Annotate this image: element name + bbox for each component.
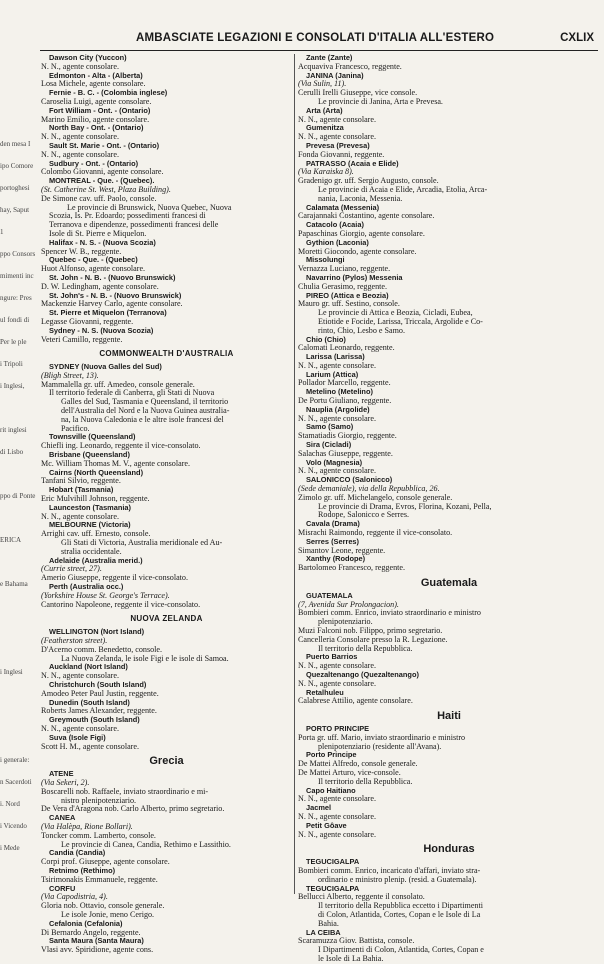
- entry-line: Losa Michele, agente consolare.: [41, 79, 146, 89]
- country-heading: Haiti: [437, 710, 461, 723]
- entry-line: De Mattei Alfredo, console generale.: [298, 759, 418, 769]
- entry-line: D. W. Ledingham, agente consolare.: [41, 281, 159, 291]
- entry-line: Roberts James Alexander, reggente.: [41, 706, 157, 716]
- margin-fragment: rit inglesi: [0, 426, 27, 434]
- locality-heading: GUATEMALA: [306, 590, 353, 600]
- locality-heading: Zante (Zante): [306, 53, 353, 62]
- entry-line: nania, Laconia, Messenia.: [318, 193, 403, 203]
- entry-line: Il territorio della Repubblica.: [318, 643, 413, 653]
- locality-heading: CANEA: [49, 813, 76, 823]
- locality-heading: Dawson City (Yuccon): [49, 53, 127, 62]
- entry-line: Tanfani Silvio, reggente.: [41, 476, 121, 486]
- locality-heading: St. John's - N. B. - (Nuovo Brunswick): [49, 290, 182, 300]
- address-line: (Featherston street).: [41, 636, 108, 645]
- locality-heading: PATRASSO (Acaia e Elide): [306, 158, 399, 168]
- address-line: (7, Avenida Sur Prolongacion).: [298, 599, 399, 609]
- entry-line: Cerulli Irelli Giuseppe, vice console.: [298, 88, 418, 98]
- entry-line: N. N., agente consolare.: [298, 132, 376, 142]
- entry-line: Etiotide e Focide, Larissa, Triccala, Argolide e Co-: [318, 316, 483, 326]
- entry-line: N. N., agente consolare.: [41, 149, 119, 159]
- entry-line: La Nuova Zelanda, le isole Figi e le isole di Samoa.: [61, 653, 229, 663]
- entry-line: Gloria nob. Ottavio, console generale.: [41, 901, 165, 911]
- margin-fragment: i Inglesi,: [0, 382, 25, 390]
- entry-line: N. N., agente consolare.: [298, 794, 376, 804]
- entry-line: Tsirimonakis Emmanuele, reggente.: [41, 874, 158, 884]
- locality-heading: Porto Principe: [306, 750, 357, 760]
- entry-line: Porta gr. uff. Mario, inviato straordinario e ministro: [298, 732, 466, 742]
- margin-fragment: 1: [0, 228, 4, 236]
- locality-heading: Quebec - Que. - (Quebec): [49, 255, 138, 265]
- entry-line: Papaschinas Giorgio, agente consolare.: [298, 228, 425, 238]
- locality-heading: TEGUCIGALPA: [306, 857, 360, 867]
- entry-line: Amerio Giuseppe, reggente il vice-consolato.: [41, 573, 188, 583]
- country-heading: NUOVA ZELANDA: [130, 614, 203, 624]
- entry-line: N. N., agente consolare.: [298, 678, 376, 688]
- entry-line: Vlasi avv. Spiridione, agente cons.: [41, 945, 154, 955]
- entry-line: Di Bernardo Angelo, reggente.: [41, 927, 141, 937]
- address-line: (Via Sulin, 11).: [298, 79, 347, 89]
- locality-heading: Adelaide (Australia merid.): [49, 555, 143, 565]
- margin-fragment: i. Nord: [0, 800, 20, 808]
- margin-fragment: n Sacerdoti: [0, 778, 32, 786]
- entry-line: Bombieri comm. Enrico, inviato straordinario e ministro: [298, 608, 481, 618]
- entry-line: D'Acerno comm. Benedetto, console.: [41, 644, 163, 654]
- entry-line: Spencer W. B., reggente.: [41, 246, 122, 256]
- country-heading: COMMONWEALTH D'AUSTRALIA: [99, 349, 234, 359]
- locality-heading: Metelino (Metelino): [306, 387, 373, 397]
- entry-line: Le provincie di Acaia e Elide, Arcadia, Etolia, Arca-: [318, 184, 488, 194]
- margin-fragment: i Vicendo: [0, 822, 27, 830]
- locality-heading: LA CEIBA: [306, 927, 341, 937]
- entry-line: di Colon, Atlantida, Cortes, Copan e le Isole di La: [318, 909, 481, 919]
- locality-heading: Petit Gôave: [306, 820, 347, 830]
- margin-fragment: ppo Consors: [0, 250, 36, 258]
- address-line: (Via Sekeri, 2).: [41, 777, 90, 787]
- entry-line: Mackenzie Harvey Carlo, agente consolare.: [41, 299, 183, 309]
- entry-line: Il territorio della Repubblica.: [318, 776, 413, 786]
- entry-line: N. N., agente consolare.: [41, 61, 119, 71]
- locality-heading: Xanthy (Rodope): [306, 554, 366, 564]
- entry-line: Le provincie di Drama, Evros, Florina, Kozani, Pella,: [318, 501, 492, 511]
- entry-line: Bahia.: [318, 918, 339, 928]
- entry-line: N. N., agente consolare.: [41, 132, 119, 142]
- entry-line: Caroselia Luigi, agente consolare.: [41, 96, 152, 106]
- locality-heading: Puerto Barrios: [306, 652, 358, 662]
- entry-line: Cantorino Napoleone, reggente il vice-consolato.: [41, 599, 201, 609]
- entry-line: Carajannaki Costantino, agente consolare.: [298, 211, 435, 221]
- margin-fragment: den mesa I: [0, 140, 31, 148]
- locality-heading: Retnimo (Rethimo): [49, 865, 116, 875]
- left-margin-fragments: [0, 0, 36, 900]
- entry-line: N. N., agente consolare.: [298, 360, 376, 370]
- entry-line: plenipotenziario.: [318, 617, 373, 627]
- locality-heading: St. Pierre et Miquelon (Terranova): [49, 308, 167, 318]
- locality-heading: Townsville (Queensland): [49, 432, 136, 442]
- entry-line: Scozia, Is. Pr. Edoardo; possedimenti francesi di: [49, 211, 206, 221]
- locality-heading: Prevesa (Prevesa): [306, 140, 370, 150]
- locality-heading: Halifax - N. S. - (Nuova Scozia): [49, 237, 156, 247]
- entry-line: N. N., agente consolare.: [298, 413, 376, 423]
- margin-fragment: i Mede: [0, 844, 20, 852]
- entry-line: Cancelleria Consolare presso la R. Legazione.: [298, 634, 448, 644]
- margin-fragment: ul fondi di: [0, 316, 30, 324]
- entry-line: Gli Stati di Victoria, Australia meridionale ed Au-: [61, 538, 223, 548]
- entry-line: Boscarelli nob. Raffaele, inviato straordinario e mi-: [41, 786, 209, 796]
- entry-line: le Isole di La Bahia.: [318, 953, 384, 963]
- locality-heading: Edmonton - Alta - (Alberta): [49, 70, 143, 80]
- locality-heading: Candia (Candia): [49, 848, 106, 858]
- entry-line: Calomati Leonardo, reggente.: [298, 343, 395, 353]
- entry-line: Mauro gr. uff. Sestino, console.: [298, 299, 400, 309]
- locality-heading: Arta (Arta): [306, 105, 343, 115]
- entry-line: stralia occidentale.: [61, 546, 122, 556]
- entry-line: Vernazza Luciano, reggente.: [298, 264, 391, 274]
- page-number: CXLIX: [560, 32, 594, 44]
- locality-heading: Sydney - N. S. (Nuova Scozia): [49, 325, 154, 335]
- country-heading: Honduras: [423, 843, 475, 856]
- locality-heading: Gythion (Laconia): [306, 237, 369, 247]
- locality-heading: Navarrino (Pylos) Messenia: [306, 272, 403, 282]
- margin-fragment: i generale:: [0, 756, 30, 764]
- right-column: [298, 53, 600, 963]
- entry-line: Muzi Falconi nob. Filippo, primo segretario.: [298, 626, 443, 635]
- entry-line: N. N., agente consolare.: [41, 723, 119, 733]
- entry-line: N. N., agente consolare.: [298, 661, 376, 671]
- margin-fragment: ngure: Pres: [0, 294, 32, 302]
- margin-fragment: portoghesi: [0, 184, 30, 192]
- margin-fragment: ipo Comore: [0, 162, 34, 170]
- country-heading: Grecia: [149, 755, 184, 768]
- locality-heading: Fernie - B. C. - (Colombia inglese): [49, 88, 168, 98]
- entry-line: Le provincie di Canea, Candia, Rethimo e Lassithio.: [61, 839, 231, 849]
- locality-heading: PORTO PRINCIPE: [306, 723, 370, 733]
- locality-heading: Christchurch (South Island): [49, 679, 147, 689]
- margin-fragment: i Inglesi: [0, 668, 23, 676]
- entry-line: Huot Alfonso, agente consolare.: [41, 264, 146, 274]
- entry-line: Chiefli ing. Leonardo, reggente il vice-consolato.: [41, 441, 201, 451]
- entry-line: Pacifico.: [61, 423, 90, 433]
- entry-line: N. N., agente consolare.: [298, 811, 376, 821]
- locality-heading: Capo Haitiano: [306, 785, 356, 795]
- margin-fragment: ppo di Ponte: [0, 492, 36, 500]
- margin-fragment: di Lisbo: [0, 448, 24, 456]
- address-line: (Yorkshire House St. George's Terrace).: [41, 590, 170, 600]
- address-line: (Via Capodistria, 4).: [41, 892, 108, 902]
- entry-line: Il territorio della Repubblica eccetto i Dipartimenti: [318, 901, 483, 911]
- locality-heading: Larissa (Larissa): [306, 352, 365, 362]
- entry-line: N. N., agente consolare.: [298, 114, 376, 124]
- entry-line: rinto, Chio, Lesbo e Samo.: [318, 325, 405, 335]
- address-line: (St. Catherine St. West, Plaza Building).: [41, 184, 171, 194]
- margin-fragment: hay, Saput: [0, 206, 30, 214]
- locality-heading: Dunedin (South Island): [49, 697, 130, 707]
- locality-heading: MONTREAL - Que. - (Quebec).: [49, 176, 155, 186]
- entry-line: I Dipartimenti di Colon, Atlantida, Cortes, Copan e: [318, 945, 484, 955]
- entry-line: Scaramuzza Giov. Battista, console.: [298, 936, 415, 946]
- entry-line: Chulia Gerasimo, reggente.: [298, 281, 388, 291]
- entry-line: Le isole Jonie, meno Cerigo.: [61, 909, 155, 919]
- entry-line: Gradenigo gr. uff. Sergio Augusto, console.: [298, 176, 439, 186]
- address-line: (Bligh Street, 13).: [41, 370, 99, 380]
- margin-fragment: Per le ple: [0, 338, 27, 346]
- entry-line: Scott H. M., agente consolare.: [41, 741, 139, 751]
- locality-heading: Suva (Isole Figi): [49, 732, 106, 742]
- locality-heading: CORFU: [49, 883, 76, 893]
- entry-line: De Portu Giuliano, reggente.: [298, 396, 392, 406]
- entry-line: N. N., agente consolare.: [41, 671, 119, 681]
- entry-line: N. N., agente consolare.: [41, 511, 119, 521]
- locality-heading: Brisbane (Queensland): [49, 450, 130, 460]
- margin-fragment: ERICA: [0, 536, 21, 544]
- locality-heading: Greymouth (South Island): [49, 715, 140, 725]
- entry-line: Bombieri comm. Enrico, incaricato d'affari, inviato stra-: [298, 865, 481, 875]
- address-line: (Via Halèpa, Rione Bollari).: [41, 821, 133, 831]
- locality-heading: Nauplia (Argolide): [306, 404, 370, 414]
- entry-line: De Mattei Arturo, vice-console.: [298, 767, 401, 777]
- address-line: (Currie street, 27).: [41, 564, 102, 574]
- entry-line: Le provincie di Brunswick, Nuova Quebec, Nuova: [67, 202, 232, 212]
- entry-line: Fonda Giovanni, reggente.: [298, 149, 385, 159]
- locality-heading: Chio (Chio): [306, 334, 346, 344]
- locality-heading: Samo (Samo): [306, 422, 354, 432]
- entry-line: De Simone cav. uff. Paolo, console.: [41, 193, 157, 203]
- entry-line: Pollador Marcello, reggente.: [298, 378, 391, 388]
- entry-line: Eric Mulvihill Johnson, reggente.: [41, 494, 150, 504]
- locality-heading: St. John - N. B. - (Nuovo Brunswick): [49, 272, 176, 282]
- locality-heading: North Bay - Ont. - (Ontario): [49, 123, 144, 133]
- entry-line: Zimolo gr. uff. Michelangelo, console generale.: [298, 492, 453, 502]
- entry-line: Terranova e dipendenze, possedimenti francesi delle: [49, 220, 219, 230]
- margin-fragment: e Bahama: [0, 580, 28, 588]
- entry-line: Le provincie di Attica e Beozia, Cicladi, Eubea,: [318, 308, 473, 318]
- entry-line: Simantov Leone, reggente.: [298, 545, 386, 555]
- locality-heading: SYDNEY (Nuova Galles del Sud): [49, 362, 162, 372]
- page-title: AMBASCIATE LEGAZIONI E CONSOLATI D'ITALIA ALL'ESTERO: [136, 32, 495, 44]
- entry-line: nistro plenipotenziario.: [61, 795, 137, 805]
- entry-line: N. N., agente consolare.: [298, 829, 376, 839]
- entry-line: Corpi prof. Giuseppe, agente consolare.: [41, 857, 170, 867]
- entry-line: Acquaviva Francesco, reggente.: [298, 61, 402, 71]
- locality-heading: Retalhuleu: [306, 687, 344, 697]
- entry-line: na, la Nuova Caledonia e le altre isole francesi del: [61, 414, 224, 424]
- locality-heading: Cavala (Drama): [306, 519, 360, 529]
- locality-heading: Gumenitza: [306, 123, 344, 133]
- locality-heading: Quezaltenango (Quezaltenango): [306, 669, 419, 679]
- entry-line: ordinario e ministro plenip. (resid. a Guatemala).: [318, 874, 477, 884]
- entry-line: Bartolomeo Francesco, reggente.: [298, 563, 405, 573]
- entry-line: De Vera d'Aragona nob. Carlo Alberto, primo segretario.: [41, 804, 225, 814]
- entry-line: Toncker comm. Lamberto, console.: [41, 830, 156, 840]
- locality-heading: Auckland (Nort Island): [49, 662, 128, 672]
- locality-heading: ATENE: [49, 769, 74, 779]
- locality-heading: Santa Maura (Santa Maura): [49, 936, 144, 946]
- locality-heading: Catacolo (Acaia): [306, 220, 364, 230]
- entry-line: Arrighi cav. uff. Ernesto, console.: [41, 529, 151, 539]
- entry-line: Rodope, Salonicco e Serres.: [318, 510, 410, 520]
- entry-line: Moretti Giocondo, agente consolare.: [298, 246, 417, 256]
- entry-line: plenipotenziario (residente all'Avana).: [318, 741, 442, 751]
- entry-line: Salachas Giuseppe, reggente.: [298, 448, 393, 458]
- locality-heading: JANINA (Janina): [306, 70, 364, 80]
- address-line: (Sede demaniale), via della Repubblica, 26.: [298, 484, 440, 494]
- entry-line: Amodeo Peter Paul Justin, reggente.: [41, 688, 159, 698]
- entry-line: dell'Australia del Nord e la Nuova Guinea australia-: [61, 406, 230, 416]
- locality-heading: PIREO (Attica e Beozia): [306, 290, 389, 300]
- locality-heading: Sudbury - Ont. - (Ontario): [49, 158, 139, 168]
- locality-heading: Cefalonia (Cefalonia): [49, 918, 123, 928]
- locality-heading: Hobart (Tasmania): [49, 485, 114, 495]
- entry-line: Galles del Sud, Tasmania e Queensland, il territorio: [61, 397, 229, 407]
- entry-line: Colombo Giovanni, agente consolare.: [41, 167, 164, 177]
- entry-line: Il territorio federale di Canberra, gli Stati di Nuova: [49, 388, 215, 398]
- entry-line: Legasse Giovanni, reggente.: [41, 316, 134, 326]
- entry-line: Mammalella gr. uff. Amedeo, console generale.: [41, 379, 195, 389]
- entry-line: Stamatiadis Giorgio, reggente.: [298, 431, 397, 441]
- margin-fragment: i Tripoli: [0, 360, 23, 368]
- entry-line: Le provincie di Janina, Arta e Prevesa.: [318, 96, 443, 106]
- entry-line: Calabrese Attilio, agente consolare.: [298, 696, 413, 706]
- margin-fragment: mimenti inc: [0, 272, 34, 280]
- locality-heading: Calamata (Messenia): [306, 202, 380, 212]
- locality-heading: Volo (Magnesia): [306, 457, 363, 467]
- locality-heading: Serres (Serres): [306, 536, 360, 546]
- column-divider: [294, 54, 295, 894]
- locality-heading: Cairns (North Queensland): [49, 467, 144, 477]
- header-rule: [40, 50, 598, 51]
- entry-line: Isole di St. Pierre e Miquelon.: [49, 228, 147, 238]
- address-line: (Via Karaiska 8).: [298, 167, 354, 177]
- locality-heading: WELLINGTON (Nort Island): [49, 627, 145, 637]
- locality-heading: MELBOURNE (Victoria): [49, 520, 131, 530]
- entry-line: N. N., agente consolare.: [298, 466, 376, 476]
- left-column: [41, 53, 292, 955]
- locality-heading: Launceston (Tasmania): [49, 502, 131, 512]
- page-header: [40, 32, 600, 48]
- country-heading: Guatemala: [420, 577, 478, 590]
- entry-line: Veteri Camillo, reggente.: [41, 334, 123, 344]
- locality-heading: Jacmel: [306, 803, 332, 813]
- locality-heading: Larium (Attica): [306, 369, 359, 379]
- locality-heading: TEGUCIGALPA: [306, 883, 360, 893]
- locality-heading: Fort William - Ont. - (Ontario): [49, 105, 151, 115]
- entry-line: Misrachi Raimondo, reggente il vice-consolato.: [298, 528, 453, 538]
- locality-heading: Missolungi: [306, 255, 345, 265]
- entry-line: Marino Emilio, agente consolare.: [41, 114, 150, 124]
- entry-line: Bellucci Alberto, reggente il consolato.: [298, 892, 425, 902]
- entry-line: Mc. William Thomas M. V., agente consolare.: [41, 458, 191, 468]
- locality-heading: Sira (Cicladi): [306, 440, 352, 450]
- locality-heading: Sault St. Marie - Ont. - (Ontario): [49, 140, 160, 150]
- locality-heading: Perth (Australia occ.): [49, 582, 124, 592]
- locality-heading: SALONICCO (Salonicco): [306, 475, 393, 485]
